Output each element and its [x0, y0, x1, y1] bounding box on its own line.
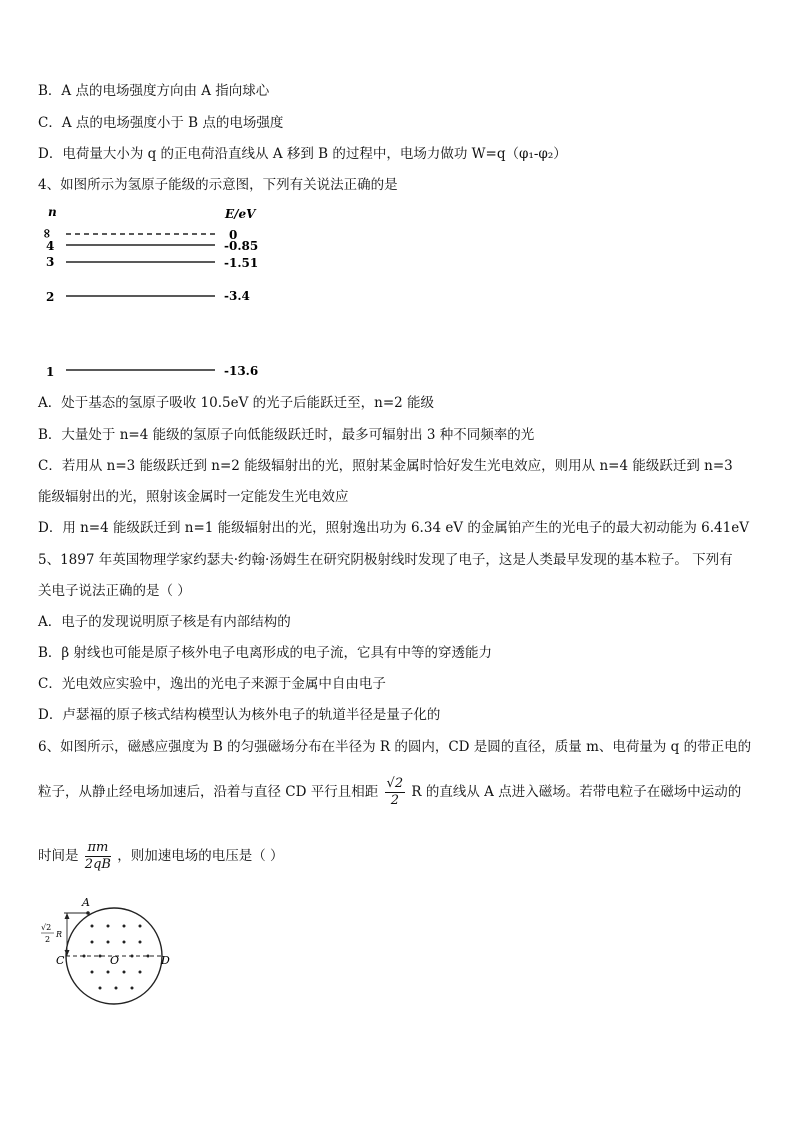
q6-distance-denominator: 2 — [390, 793, 399, 808]
q5-stem-line2: 关电子说法正确的是（ ） — [38, 583, 191, 599]
q3-option-d: D．电荷量大小为 q 的正电荷沿直线从 A 移到 B 的过程中，电场力做功 W=q（φ₁-φ₂） — [38, 146, 567, 162]
q3-option-b: B．A 点的电场强度方向由 A 指向球心 — [38, 83, 270, 99]
q5-option-d: D．卢瑟福的原子核式结构模型认为核外电子的轨道半径是量子化的 — [38, 707, 441, 723]
label-c: C — [56, 954, 65, 967]
level-n-4: 4 — [46, 239, 55, 253]
q6-line3-post: ，则加速电场的电压是（ ） — [117, 848, 284, 864]
energy-axis-label: E/eV — [225, 207, 256, 221]
q6-line2-pre: 粒子，从静止经电场加速后，沿着与直径 CD 平行且相距 — [38, 784, 379, 800]
level-energy-inf: 0 — [229, 228, 238, 242]
field-dot — [131, 955, 134, 958]
field-dot — [123, 941, 126, 944]
distance-label-den: 2 — [45, 935, 51, 944]
level-energy-1: -13.6 — [224, 364, 259, 378]
distance-arrow-up — [65, 913, 70, 919]
q5-option-b: B．β 射线也可能是原子核外电子电离形成的电子流，它具有中等的穿透能力 — [38, 645, 493, 661]
energy-level-diagram — [38, 200, 298, 385]
q4-option-b: B．大量处于 n=4 能级的氢原子向低能级跃迁时，最多可辐射出 3 种不同频率的光 — [38, 427, 535, 443]
field-dot — [91, 941, 94, 944]
label-d: D — [161, 954, 170, 967]
q4-option-d: D．用 n=4 能级跃迁到 n=1 能级辐射出的光，照射逸出功为 6.34 eV 的金属铂产生的光电子的最大初动能为 6.41eV — [38, 520, 749, 536]
label-o: O — [110, 954, 120, 967]
q6-line3 — [38, 838, 284, 874]
distance-label-num: √2 — [41, 923, 52, 932]
q5-option-a: A．电子的发现说明原子核是有内部结构的 — [38, 614, 291, 630]
field-dot — [139, 941, 142, 944]
field-dot — [123, 925, 126, 928]
q6-time-fraction — [85, 840, 111, 873]
n-axis-label: n — [48, 205, 57, 219]
q6-line2 — [38, 774, 741, 810]
level-energy-2: -3.4 — [224, 289, 250, 303]
field-dot — [139, 971, 142, 974]
q6-line2-post: R 的直线从 A 点进入磁场。若带电粒子在磁场中运动的 — [411, 784, 742, 800]
field-dot — [91, 971, 94, 974]
field-dot — [107, 925, 110, 928]
field-dot — [107, 971, 110, 974]
q5-stem-line1: 5、1897 年英国物理学家约瑟夫·约翰·汤姆生在研究阴极射线时发现了电子，这是人类最早发现的基本粒子。 下列有 — [38, 552, 733, 568]
q6-distance-fraction — [385, 776, 406, 809]
q6-line1: 6、如图所示，磁感应强度为 B 的匀强磁场分布在半径为 R 的圆内，CD 是圆的直径，质量 m、电荷量为 q 的带正电的 — [38, 739, 752, 755]
q4-stem: 4、如图所示为氢原子能级的示意图，下列有关说法正确的是 — [38, 177, 398, 193]
q3-option-c: C．A 点的电场强度小于 B 点的电场强度 — [38, 115, 284, 131]
label-a: A — [82, 896, 90, 909]
q6-time-numerator: πm — [85, 840, 111, 857]
level-n-1: 1 — [46, 365, 55, 379]
q4-option-a: A．处于基态的氢原子吸收 10.5eV 的光子后能跃迁至，n=2 能级 — [38, 395, 435, 411]
distance-label-r: R — [56, 930, 63, 939]
field-dot — [107, 941, 110, 944]
q4-option-c-line1: C．若用从 n=3 能级跃迁到 n=2 能级辐射出的光，照射某金属时恰好发生光电效应，则用从 n=4 能级跃迁到 n=3 — [38, 458, 733, 474]
level-energy-4: -0.85 — [224, 239, 259, 253]
q6-time-denominator: 2qB — [84, 857, 111, 872]
field-dot — [115, 987, 118, 990]
field-dot — [91, 925, 94, 928]
q5-option-c: C．光电效应实验中，逸出的光电子来源于金属中自由电子 — [38, 676, 386, 692]
q6-distance-numerator: √2 — [386, 776, 404, 791]
point-a — [86, 911, 90, 915]
field-dot — [99, 987, 102, 990]
level-n-inf: ∞ — [39, 228, 54, 239]
q4-option-c-line2: 能级辐射出的光，照射该金属时一定能发生光电效应 — [38, 489, 349, 505]
level-n-2: 2 — [46, 290, 55, 304]
field-dot — [123, 971, 126, 974]
field-dot — [139, 925, 142, 928]
magnetic-field-figure — [38, 893, 188, 1023]
level-energy-3: -1.51 — [224, 256, 259, 270]
distance-arrow-down — [65, 950, 70, 956]
level-n-3: 3 — [46, 255, 55, 269]
field-dot — [147, 955, 150, 958]
field-dot — [131, 987, 134, 990]
field-dot — [83, 955, 86, 958]
field-dot — [99, 955, 102, 958]
q6-line3-pre: 时间是 — [38, 848, 79, 864]
